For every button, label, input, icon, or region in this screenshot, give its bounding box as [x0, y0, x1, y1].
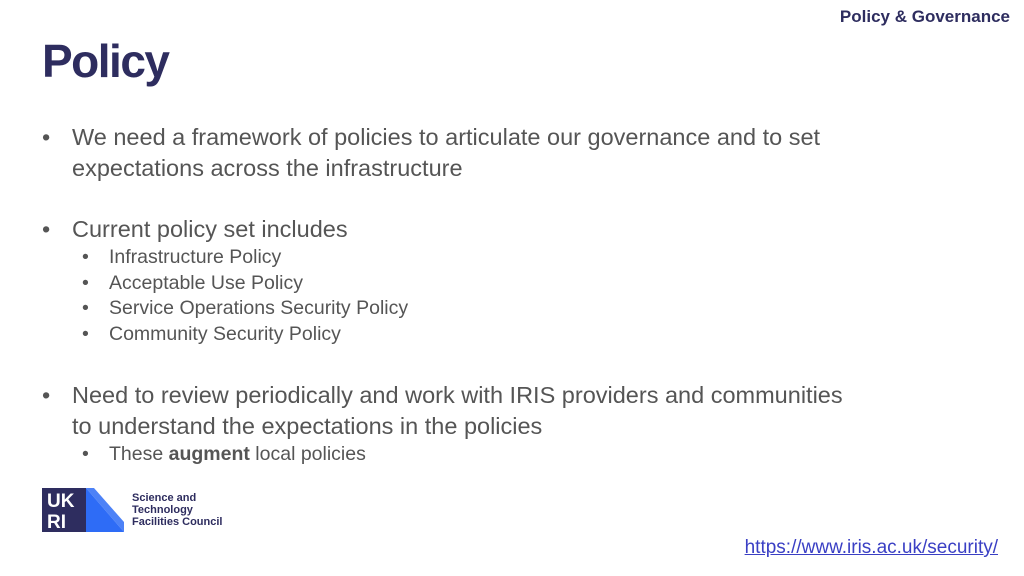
bullet-policy-set: [42, 214, 862, 245]
ukri-logo-icon: [42, 488, 124, 532]
page-title: Policy: [42, 35, 169, 87]
ukri-stfc-logo: [42, 488, 222, 532]
logo-line: Technology: [132, 504, 193, 516]
svg-text:UK: UK: [47, 491, 75, 512]
emphasis-augment: augment: [168, 443, 250, 465]
list-item: [82, 322, 862, 348]
list-item: [82, 245, 862, 271]
bullet-text: We need a framework of policies to articulate our governance and to set expectations across the infrastructure: [72, 124, 821, 181]
sub-text-after: local policies: [249, 443, 366, 465]
logo-text: [132, 492, 222, 528]
logo-line: Facilities Council: [132, 516, 223, 528]
list-item: [82, 271, 862, 297]
bullet-dot: •: [82, 297, 89, 319]
list-item-text: Infrastructure Policy: [109, 246, 282, 268]
sub-text-before: These: [109, 443, 169, 465]
bullet-text: Need to review periodically and work with IRIS providers and communities to understand the expectations in the policies: [72, 382, 843, 439]
bullet-dot: •: [82, 443, 89, 465]
section-label: Policy & Governance: [839, 7, 1010, 26]
svg-text:RI: RI: [47, 512, 66, 532]
logo-line: Science and: [132, 492, 197, 504]
list-item-text: Acceptable Use Policy: [109, 271, 304, 294]
bullet-text: Current policy set includes: [72, 216, 348, 242]
review-list: [42, 442, 862, 468]
bullet-dot: •: [82, 322, 89, 345]
bullet-framework: [42, 122, 862, 184]
list-item: [82, 296, 862, 322]
bullet-dot: •: [42, 124, 51, 150]
list-item: [82, 442, 862, 468]
bullet-dot: •: [82, 271, 89, 294]
policy-list: [42, 245, 862, 347]
slide-content: [42, 122, 862, 468]
list-item-text: Service Operations Security Policy: [109, 297, 409, 319]
bullet-dot: •: [82, 246, 89, 268]
list-item-text: Community Security Policy: [109, 322, 341, 345]
bullet-dot: •: [42, 382, 51, 408]
bullet-review: [42, 380, 862, 442]
security-link[interactable]: https://www.iris.ac.uk/security/: [744, 537, 998, 558]
bullet-dot: •: [42, 216, 51, 242]
